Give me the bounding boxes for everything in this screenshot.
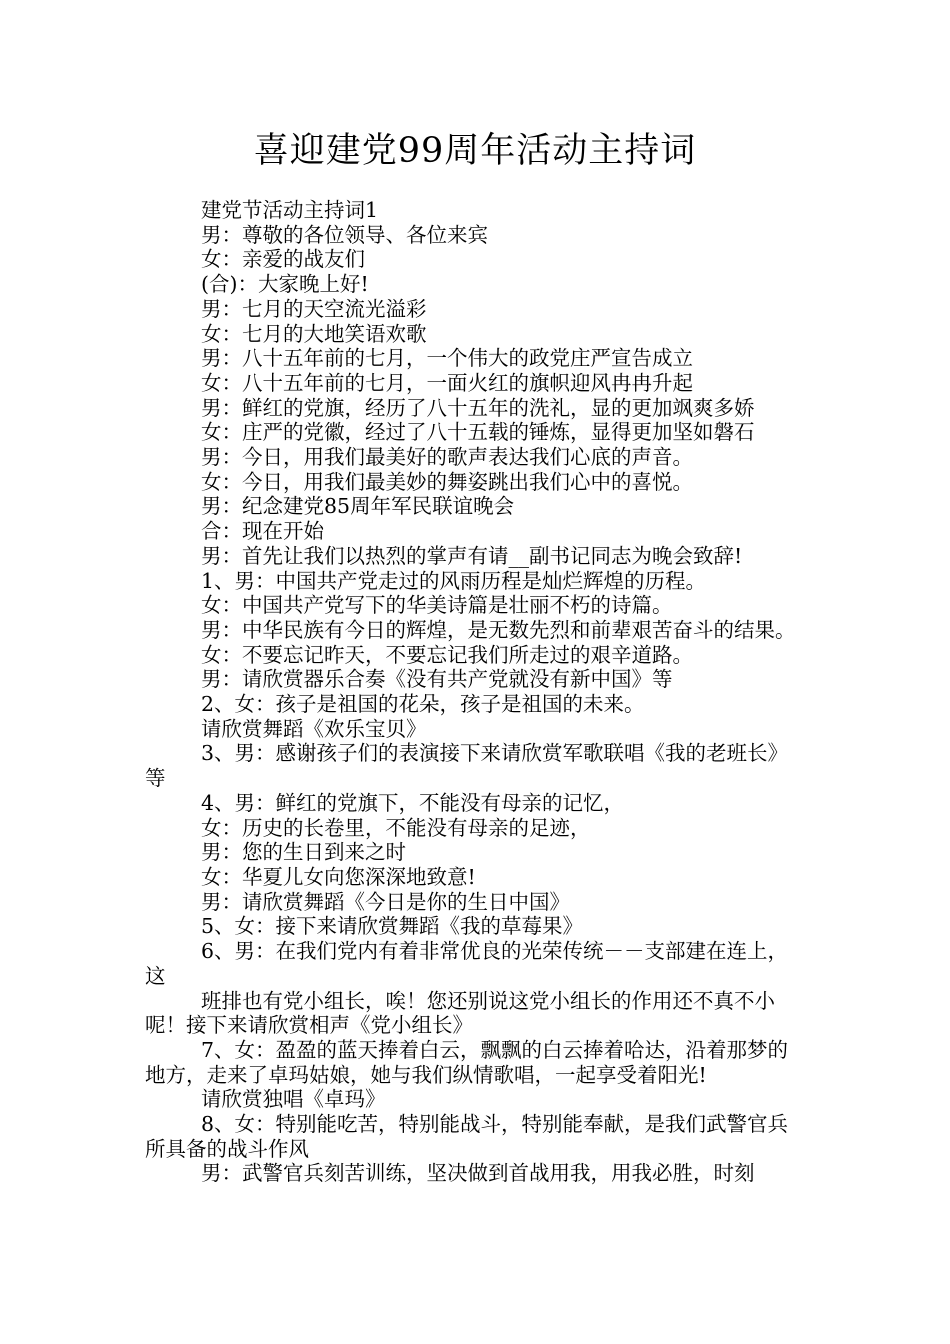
paragraph: 男：请欣赏器乐合奏《没有共产党就没有新中国》等 <box>201 667 673 692</box>
paragraph: 女：今日，用我们最美妙的舞姿跳出我们心中的喜悦。 <box>201 469 693 494</box>
paragraph: 男：请欣赏舞蹈《今日是你的生日中国》 <box>201 889 570 914</box>
paragraph: 请欣赏舞蹈《欢乐宝贝》 <box>201 716 427 741</box>
paragraph: 1、男：中国共产党走过的风雨历程是灿烂辉煌的历程。 <box>201 568 707 593</box>
document-body <box>145 198 805 1186</box>
paragraph: 男：您的生日到来之时 <box>201 840 406 865</box>
paragraph: 女：华夏儿女向您深深地致意! <box>201 864 476 889</box>
paragraph: 7、女：盈盈的蓝天捧着白云，飘飘的白云捧着哈达，沿着那梦的地方，走来了卓玛姑娘，她与我们纵情歌唱，一起享受着阳光! <box>145 1037 789 1087</box>
paragraph: 6、男：在我们党内有着非常优良的光荣传统－－支部建在连上，这 <box>145 939 789 988</box>
paragraph: (合)：大家晚上好! <box>201 272 369 297</box>
paragraph: 2、女：孩子是祖国的花朵，孩子是祖国的未来。 <box>201 692 645 717</box>
paragraph: 男：七月的天空流光溢彩 <box>201 296 427 321</box>
paragraph: 5、女：接下来请欣赏舞蹈《我的草莓果》 <box>201 914 584 939</box>
paragraph: 男：八十五年前的七月，一个伟大的政党庄严宣告成立 <box>201 346 693 371</box>
paragraph: 男：中华民族有今日的辉煌，是无数先烈和前辈艰苦奋斗的结果。 <box>201 617 796 642</box>
paragraph: 女：历史的长卷里，不能没有母亲的足迹， <box>201 815 591 840</box>
paragraph: 班排也有党小组长，唉！您还别说这党小组长的作用还不真不小呢！接下来请欣赏相声《党小组长》 <box>145 988 775 1038</box>
paragraph: 男：武警官兵刻苦训练，坚决做到首战用我，用我必胜，时刻 <box>201 1161 755 1186</box>
paragraph: 女：不要忘记昨天，不要忘记我们所走过的艰辛道路。 <box>201 642 693 667</box>
paragraph: 男：首先让我们以热烈的掌声有请__副书记同志为晚会致辞! <box>201 543 743 568</box>
paragraph: 4、男：鲜红的党旗下，不能没有母亲的记忆， <box>201 790 625 815</box>
paragraph: 男：今日，用我们最美好的歌声表达我们心底的声音。 <box>201 445 693 470</box>
paragraph: 男：纪念建党85周年军民联谊晚会 <box>201 494 515 519</box>
paragraph: 女：七月的大地笑语欢歌 <box>201 321 427 346</box>
paragraph: 合：现在开始 <box>201 519 324 544</box>
document-title: 喜迎建党99周年活动主持词 <box>253 131 697 171</box>
paragraph: 女：八十五年前的七月，一面火红的旗帜迎风冉冉升起 <box>201 370 693 395</box>
paragraph: 3、男：感谢孩子们的表演接下来请欣赏军歌联唱《我的老班长》等 <box>145 741 789 791</box>
paragraph: 建党节活动主持词1 <box>201 198 379 222</box>
paragraph: 男：鲜红的党旗，经历了八十五年的洗礼，显的更加飒爽多娇 <box>201 395 755 420</box>
paragraph: 女：中国共产党写下的华美诗篇是壮丽不朽的诗篇。 <box>201 593 673 618</box>
paragraph: 请欣赏独唱《卓玛》 <box>201 1087 386 1112</box>
paragraph: 女：庄严的党徽，经过了八十五载的锤炼，显得更加坚如磐石 <box>201 420 755 445</box>
paragraph: 女：亲爱的战友们 <box>201 247 365 272</box>
paragraph: 男：尊敬的各位领导、各位来宾 <box>201 222 488 247</box>
paragraph: 8、女：特别能吃苦，特别能战斗，特别能奉献，是我们武警官兵所具备的战斗作风 <box>145 1112 789 1161</box>
